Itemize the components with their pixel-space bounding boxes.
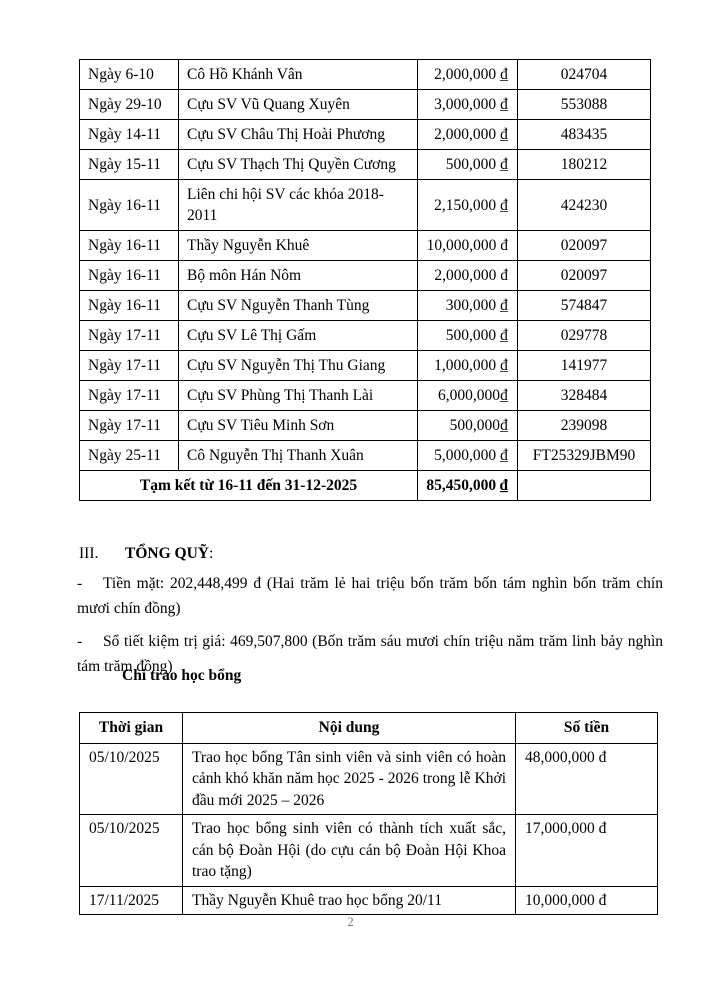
scholarship-row (80, 815, 658, 887)
scholarship-date: 05/10/2025 (80, 815, 183, 887)
donation-row (80, 180, 651, 231)
transaction-code: 180212 (518, 150, 651, 180)
scholarship-amount: 17,000,000 đ (516, 815, 658, 887)
donation-amount: 1,000,000 ₫ (418, 351, 518, 381)
scholarship-row (80, 743, 658, 815)
scholarship-date: 17/11/2025 (80, 886, 183, 915)
donation-total-label: Tạm kết từ 16-11 đến 31-12-2025 (80, 471, 418, 501)
donor-name: Cô Nguyễn Thị Thanh Xuân (179, 441, 418, 471)
transaction-code: 483435 (518, 120, 651, 150)
section-numeral: III. (79, 545, 99, 562)
scholarship-row (80, 886, 658, 915)
donation-amount: 6,000,000₫ (418, 381, 518, 411)
donor-name: Cựu SV Nguyễn Thanh Tùng (179, 291, 418, 321)
donation-row (80, 441, 651, 471)
donor-name: Cựu SV Lê Thị Gấm (179, 321, 418, 351)
donation-table (79, 59, 651, 501)
transaction-code: 141977 (518, 351, 651, 381)
transaction-code: 553088 (518, 90, 651, 120)
scholarship-content: Thầy Nguyễn Khuê trao học bổng 20/11 (183, 886, 516, 915)
column-header-time: Thời gian (80, 713, 183, 744)
transaction-code: 029778 (518, 321, 651, 351)
cash-total-paragraph (77, 571, 663, 621)
donation-row (80, 120, 651, 150)
donation-row (80, 291, 651, 321)
donor-name: Cô Hồ Khánh Vân (179, 60, 418, 90)
scholarship-content: Trao học bổng Tân sinh viên và sinh viên có hoàn cảnh khó khăn năm học 2025 - 2026 trong lễ Khởi đầu mới 2025 – 2026 (183, 743, 516, 815)
donation-row (80, 411, 651, 441)
scholarship-table-body (80, 743, 658, 915)
donation-row (80, 321, 651, 351)
donation-table-body (80, 60, 651, 471)
donation-amount: 500,000 ₫ (418, 150, 518, 180)
donor-name: Bộ môn Hán Nôm (179, 261, 418, 291)
donor-name: Cựu SV Vũ Quang Xuyên (179, 90, 418, 120)
donation-date: Ngày 17-11 (80, 411, 179, 441)
section-heading (79, 543, 663, 565)
donation-row (80, 90, 651, 120)
donation-date: Ngày 16-11 (80, 180, 179, 231)
donation-row (80, 351, 651, 381)
transaction-code: 239098 (518, 411, 651, 441)
donation-amount: 2,000,000 ₫ (418, 60, 518, 90)
donation-date: Ngày 6-10 (80, 60, 179, 90)
donor-name: Cựu SV Tiêu Minh Sơn (179, 411, 418, 441)
transaction-code: 024704 (518, 60, 651, 90)
donation-amount: 5,000,000 ₫ (418, 441, 518, 471)
donation-row (80, 60, 651, 90)
transaction-code: 424230 (518, 180, 651, 231)
donation-amount: 2,000,000 đ (418, 261, 518, 291)
column-header-content: Nội dung (183, 713, 516, 744)
donation-date: Ngày 17-11 (80, 321, 179, 351)
donation-date: Ngày 16-11 (80, 231, 179, 261)
donor-name: Cựu SV Thạch Thị Quyền Cương (179, 150, 418, 180)
donation-amount: 3,000,000 ₫ (418, 90, 518, 120)
bullet-dash: - (77, 575, 83, 592)
donor-name: Thầy Nguyễn Khuê (179, 231, 418, 261)
scholarship-subheading: Chi trao học bổng (122, 667, 242, 684)
donation-amount: 2,000,000 ₫ (418, 120, 518, 150)
column-header-money: Số tiền (516, 713, 658, 744)
transaction-code: 574847 (518, 291, 651, 321)
donation-amount: 300,000 ₫ (418, 291, 518, 321)
donation-date: Ngày 25-11 (80, 441, 179, 471)
donation-amount: 500,000 ₫ (418, 321, 518, 351)
donation-date: Ngày 29-10 (80, 90, 179, 120)
donor-name: Cựu SV Châu Thị Hoài Phương (179, 120, 418, 150)
scholarship-date: 05/10/2025 (80, 743, 183, 815)
transaction-code: 020097 (518, 261, 651, 291)
donation-date: Ngày 17-11 (80, 351, 179, 381)
donation-date: Ngày 15-11 (80, 150, 179, 180)
donation-date: Ngày 14-11 (80, 120, 179, 150)
scholarship-header-row (80, 713, 658, 744)
section-colon: : (208, 545, 214, 562)
cash-total-text: Tiền mặt: 202,448,499 đ (Hai trăm lẻ hai triệu bốn trăm bốn tám nghìn bốn trăm chín mươi chín đồng) (77, 575, 663, 617)
bullet-dash: - (77, 633, 83, 650)
transaction-code: 020097 (518, 231, 651, 261)
donation-row (80, 381, 651, 411)
scholarship-amount: 10,000,000 đ (516, 886, 658, 915)
section-title: TỔNG QUỸ (125, 545, 209, 562)
donation-total-amount: 85,450,000 ₫ (418, 471, 518, 501)
donor-name: Cựu SV Phùng Thị Thanh Lài (179, 381, 418, 411)
donation-date: Ngày 16-11 (80, 261, 179, 291)
donation-row (80, 150, 651, 180)
scholarship-table (79, 712, 658, 915)
donation-total-code (518, 471, 651, 501)
donation-total-row (80, 471, 651, 501)
donation-amount: 2,150,000 ₫ (418, 180, 518, 231)
donation-date: Ngày 17-11 (80, 381, 179, 411)
donor-name: Liên chi hội SV các khóa 2018-2011 (179, 180, 418, 231)
donation-date: Ngày 16-11 (80, 291, 179, 321)
transaction-code: FT25329JBM90 (518, 441, 651, 471)
donation-amount: 10,000,000 đ (418, 231, 518, 261)
transaction-code: 328484 (518, 381, 651, 411)
scholarship-amount: 48,000,000 đ (516, 743, 658, 815)
scholarship-table-header (80, 713, 658, 744)
savings-total-text: Sổ tiết kiệm trị giá: 469,507,800 (Bốn trăm sáu mươi chín triệu năm trăm linh bảy nghìn tám trăm đồng) (77, 633, 663, 675)
donation-row (80, 261, 651, 291)
donation-amount: 500,000₫ (418, 411, 518, 441)
page-number: 2 (347, 914, 354, 929)
donor-name: Cựu SV Nguyễn Thị Thu Giang (179, 351, 418, 381)
scholarship-content: Trao học bổng sinh viên có thành tích xuất sắc, cán bộ Đoàn Hội (do cựu cán bộ Đoàn Hội Khoa trao tặng) (183, 815, 516, 887)
donation-row (80, 231, 651, 261)
